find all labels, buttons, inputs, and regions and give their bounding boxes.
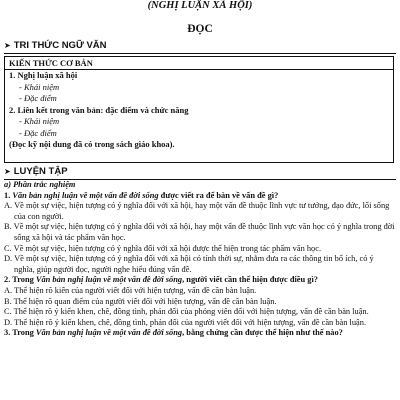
knowledge-item-2-sub-1: - Khái niệm (19, 116, 60, 126)
section-header-practice (4, 166, 396, 180)
option-letter: C. (4, 243, 12, 253)
question-2-option-d (4, 318, 396, 329)
option-text: Thể hiện rõ ý kiến khen, chê, đồng tình, phản đối của phóng viên đối với hiện tượng, vấn đề cần bàn luận. (13, 307, 369, 317)
question-stem: được viết ra để bàn về vấn đề gì? (158, 190, 279, 200)
question-stem: , bằng chứng cần được thể hiện như thế nào? (182, 328, 343, 338)
page-top-title: (NGHỊ LUẬN XÃ HỘI) (147, 0, 253, 11)
question-2-option-a (4, 286, 396, 297)
option-text: Về một sự việc, hiện tượng có ý nghĩa đối với xã hội, hay một vấn đề thuộc lĩnh vực văn học có ý nghĩa trong đời sống xã hội và tác phẩm văn học. (13, 222, 395, 242)
option-text: Về một sự việc, hiện tượng có ý nghĩa đối với xã hội được thể hiện trong tác phẩm văn học. (13, 243, 322, 253)
option-letter: B. (4, 296, 12, 306)
question-number: 1. (4, 190, 11, 200)
question-title-italic: Văn bản nghị luận về một vấn đề đời sống (12, 190, 159, 200)
question-stem: , người viết cần thể hiện được điều gì? (182, 275, 318, 285)
option-text: Thể hiện rõ kiến của người viết đối với hiện tượng, vấn đề cần bàn luận. (14, 285, 257, 295)
question-2 (4, 275, 396, 286)
knowledge-note: (Đọc kỹ nội dung đã có trong sách giáo khoa). (9, 139, 175, 149)
option-text: Thể hiện rõ quan điểm của người viết đối với hiện tượng, vấn đề cần bàn luận. (13, 296, 277, 306)
knowledge-item-2: 2. Liên kết trong văn bản: đặc điểm và chức năng (9, 104, 189, 115)
question-number: 2. (4, 275, 11, 285)
question-lead: Trong (12, 328, 36, 338)
question-1 (4, 191, 396, 202)
question-2-option-b (4, 297, 396, 308)
option-text: Về một sự việc, hiện tượng có ý nghĩa đối với xã hội, hay một vấn đề thuộc lĩnh vực tư tưởng, đạo đức, lối sống của con người. (14, 201, 390, 221)
question-title-italic: Văn bản nghị luận về một vấn đề đời sống (35, 275, 183, 285)
knowledge-box (4, 56, 394, 163)
question-number: 3. (4, 328, 11, 338)
knowledge-item-1: 1. Nghị luận xã hội (9, 70, 78, 80)
practice-content (4, 180, 396, 339)
option-letter: B. (4, 222, 12, 232)
page-heading: ĐỌC (187, 23, 213, 35)
option-letter: D. (4, 254, 13, 264)
chevron-right-icon: ➤ (4, 167, 11, 176)
question-1-option-a (4, 201, 396, 222)
knowledge-item-2-sub-2: - Đặc điểm (19, 127, 57, 138)
chevron-right-icon: ➤ (4, 41, 11, 50)
section-title-practice: LUYỆN TẬP (13, 166, 68, 177)
section-title-knowledge: TRI THỨC NGỮ VĂN (13, 40, 107, 51)
knowledge-item-1-sub-1: - Khái niệm (19, 81, 60, 92)
question-1-option-c (4, 244, 396, 255)
question-lead: Trong (12, 275, 36, 285)
option-text: Thể hiện rõ ý kiến khen, chê, đồng tình, phản đối của người viết đối với hiện tượng, vấn đề cần bàn luận. (14, 317, 367, 327)
question-3 (4, 328, 396, 339)
question-title-italic: Văn bản nghị luận về một vấn đề đời sống (35, 328, 183, 338)
question-2-option-c (4, 307, 396, 318)
option-letter: A. (4, 285, 13, 295)
question-1-option-d (4, 254, 396, 275)
question-1-option-b (4, 222, 396, 243)
option-text: Về một sự việc, hiện tượng có ý nghĩa đối với xã hội có tính thời sự, nhằm đưa ra các thông tin bổ ích, có ý nghĩa, giúp người đọc, người nghe hiểu đúng vấn đề. (14, 254, 374, 274)
option-letter: C. (4, 307, 12, 317)
section-header-knowledge (4, 40, 396, 54)
option-letter: A. (4, 201, 13, 211)
knowledge-box-title: KIẾN THỨC CƠ BẢN (5, 57, 393, 70)
knowledge-item-1-sub-2: - Đặc điểm (19, 93, 57, 103)
part-a-heading: a) Phần trắc nghiệm (4, 180, 76, 189)
option-letter: D. (4, 317, 13, 327)
